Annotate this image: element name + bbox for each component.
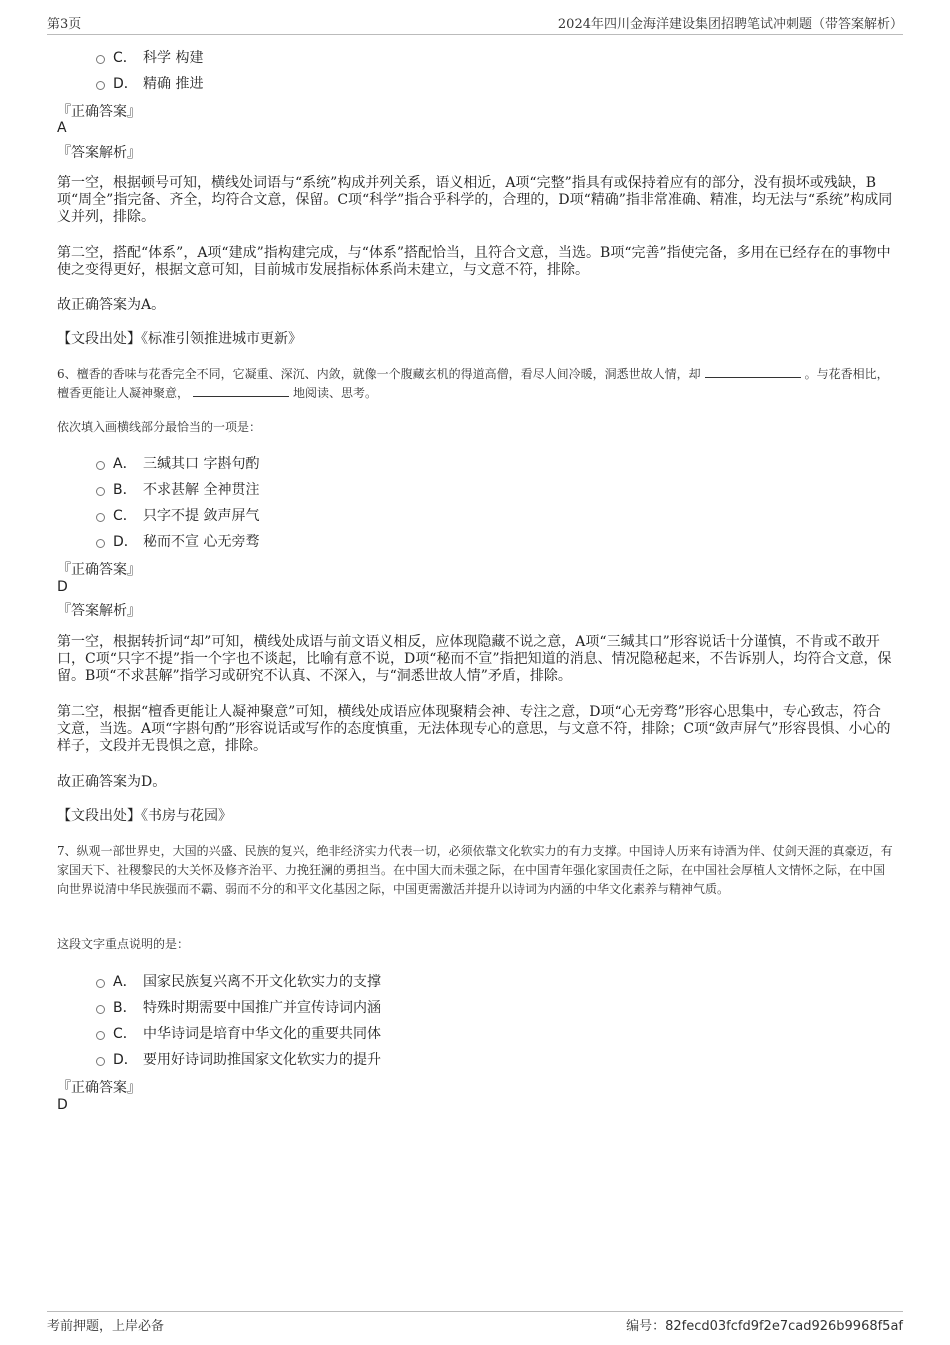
radio-icon[interactable] [96, 1005, 105, 1014]
q6-option-d[interactable]: D． 秘而不宣 心无旁骛 [96, 531, 259, 551]
page-number: 第3页 [47, 17, 82, 32]
source-citation: 【文段出处】《标准引领推进城市更新》 [57, 331, 302, 347]
q5-option-c[interactable]: C． 科学 构建 [96, 47, 203, 67]
radio-icon[interactable] [96, 513, 105, 522]
analysis-label: 『答案解析』 [57, 145, 141, 161]
page-footer [47, 1311, 903, 1334]
footer-slogan: 考前押题，上岸必备 [47, 1319, 165, 1334]
radio-icon[interactable] [96, 487, 105, 496]
fill-blank [705, 365, 801, 378]
fill-blank [193, 384, 289, 397]
q7-option-b[interactable]: B． 特殊时期需要中国推广并宣传诗词内涵 [96, 997, 381, 1017]
q6-option-a[interactable]: A． 三缄其口 字斟句酌 [96, 453, 259, 473]
document-title: 2024年四川金海洋建设集团招聘笔试冲刺题（带答案解析） [557, 17, 903, 32]
question-prompt: 这段文字重点说明的是： [57, 937, 190, 951]
radio-icon[interactable] [96, 55, 105, 64]
radio-icon[interactable] [96, 1057, 105, 1066]
analysis-conclusion: 故正确答案为D。 [57, 774, 167, 790]
analysis-paragraph: 第一空，根据顿号可知，横线处词语与“系统”构成并列关系，语义相近，A项“完整”指具有或保持着应有的部分，没有损坏或残缺，B项“周全”指完备、齐全，均符合文意，保留。C项“科学”指合乎科学的，合理的，D项“精确”指非常准确、精准，均无法与“系统”构成同义并列，排除。 [57, 175, 893, 225]
analysis-conclusion: 故正确答案为A。 [57, 297, 166, 313]
analysis-paragraph: 第一空，根据转折词“却”可知，横线处成语与前文语义相反，应体现隐藏不说之意，A项“三缄其口”形容说话十分谨慎，不肯或不敢开口，C项“只字不提”指一个字也不谈起，比喻有意不说，D项“秘而不宣”指把知道的消息、情况隐秘起来，不告诉别人，均符合文意，保留。B项“不求甚解”指学习或研究不认真、不深入，与“洞悉世故人情”矛盾，排除。 [57, 634, 892, 684]
analysis-paragraph: 第二空，搭配“体系”，A项“建成”指构建完成，与“体系”搭配恰当，且符合文意，当选。B项“完善”指使完备，多用在已经存在的事物中使之变得更好，根据文意可知，目前城市发展指标体系尚未建立，与文意不符，排除。 [57, 245, 891, 278]
answer-value: D [57, 579, 68, 595]
q6-option-b[interactable]: B． 不求甚解 全神贯注 [96, 479, 259, 499]
radio-icon[interactable] [96, 979, 105, 988]
q7-option-c[interactable]: C． 中华诗词是培育中华文化的重要共同体 [96, 1023, 381, 1043]
analysis-paragraph: 第二空，根据“檀香更能让人凝神聚意”可知，横线处成语应体现聚精会神、专注之意，D项“心无旁骛”形容心思集中，专心致志，符合文意，当选。A项“字斟句酌”形容说话或写作的态度慎重，无法体现专心的意思，与文意不符，排除；C项“敛声屏气”形容畏惧、小心的样子，文段并无畏惧之意，排除。 [57, 704, 891, 754]
analysis-label: 『答案解析』 [57, 603, 141, 619]
answer-value: A [57, 120, 67, 136]
radio-icon[interactable] [96, 81, 105, 90]
question-text: 7、纵观一部世界史，大国的兴盛、民族的复兴，绝非经济实力代表一切，必须依靠文化软实力的有力支撑。中国诗人历来有诗酒为伴、仗剑天涯的真豪迈，有家国天下、社稷黎民的大关怀及修齐治平、力挽狂澜的勇担当。在中国大而未强之际，在中国青年强化家国责任之际，在中国社会厚植人文情怀之际，在中国向世界说清中华民族强而不霸、弱而不分的和平文化基因之际，中国更需激活并提升以诗词为内涵的中华文化素养与精神气质。 [57, 844, 893, 896]
radio-icon[interactable] [96, 1031, 105, 1040]
q7-option-d[interactable]: D． 要用好诗词助推国家文化软实力的提升 [96, 1049, 381, 1069]
question-text: 6、檀香的香味与花香完全不同，它凝重、深沉、内敛，就像一个腹藏玄机的得道高僧，看尽人间冷暖，洞悉世故人情，却 。与花香相比，檀香更能让人凝神聚意， 地阅读、思考。 [57, 367, 889, 400]
answer-label: 『正确答案』 [57, 562, 141, 578]
answer-value: D [57, 1097, 68, 1113]
q6-option-c[interactable]: C． 只字不提 敛声屏气 [96, 505, 259, 525]
radio-icon[interactable] [96, 539, 105, 548]
answer-label: 『正确答案』 [57, 1080, 141, 1096]
question-prompt: 依次填入画横线部分最恰当的一项是： [57, 420, 262, 434]
q5-option-d[interactable]: D． 精确 推进 [96, 73, 203, 93]
document-code: 编号：82fecd03fcfd9f2e7cad926b9968f5af [626, 1319, 903, 1334]
page-header [47, 12, 903, 35]
q7-option-a[interactable]: A． 国家民族复兴离不开文化软实力的支撑 [96, 971, 381, 991]
radio-icon[interactable] [96, 461, 105, 470]
answer-label: 『正确答案』 [57, 104, 141, 120]
source-citation: 【文段出处】《书房与花园》 [57, 808, 232, 824]
